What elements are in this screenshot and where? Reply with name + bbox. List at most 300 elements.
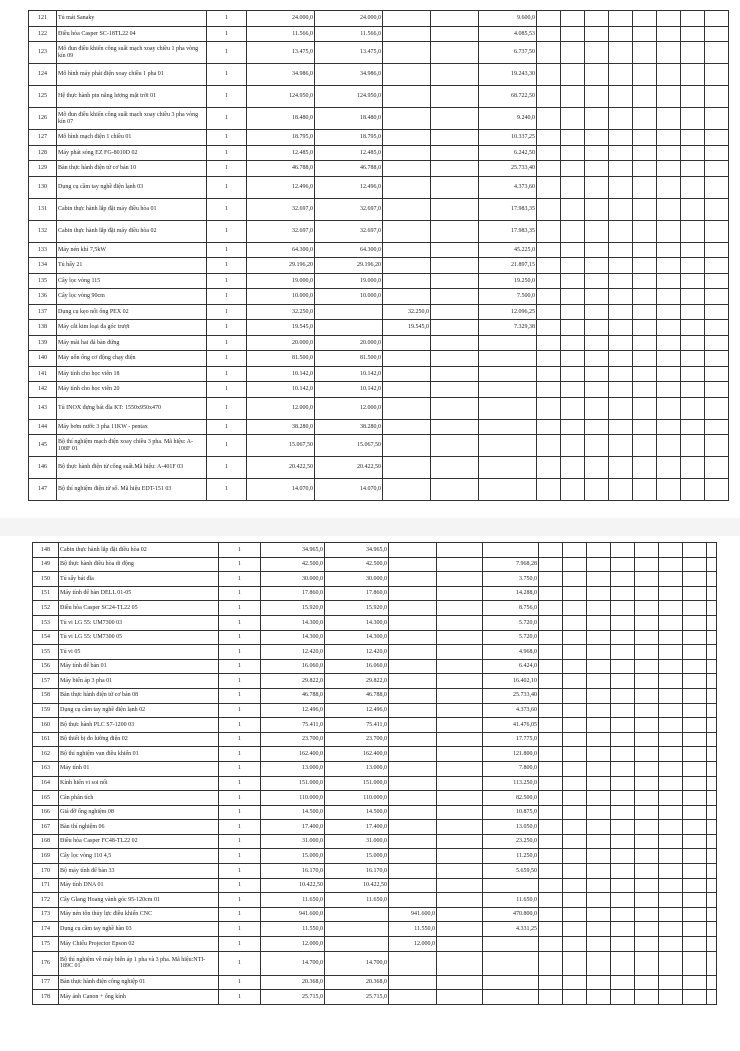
cell-qty: 1 — [207, 64, 247, 86]
cell-total: 10.142,0 — [315, 366, 383, 382]
cell-empty — [683, 659, 707, 674]
cell-empty — [681, 457, 705, 479]
cell-b — [431, 419, 479, 435]
cell-a — [383, 86, 431, 108]
cell-qty: 1 — [219, 975, 261, 990]
cell-empty — [611, 601, 635, 616]
cell-empty — [563, 849, 587, 864]
cell-c: 23.250,0 — [483, 834, 539, 849]
cell-empty — [705, 335, 729, 351]
cell-a — [383, 64, 431, 86]
cell-total: 31.000,0 — [325, 834, 389, 849]
cell-price: 17.400,0 — [261, 820, 325, 835]
cell-empty — [707, 557, 717, 572]
cell-total: 18.480,0 — [315, 108, 383, 130]
cell-price: 124.950,0 — [247, 86, 315, 108]
cell-empty — [585, 435, 609, 457]
cell-empty — [681, 479, 705, 501]
cell-c: 9.600,0 — [479, 11, 537, 27]
cell-empty — [585, 351, 609, 367]
cell-empty — [587, 557, 611, 572]
cell-empty — [633, 86, 657, 108]
cell-b — [431, 320, 479, 336]
cell-empty — [683, 615, 707, 630]
cell-total: 124.950,0 — [315, 86, 383, 108]
cell-empty — [609, 220, 633, 242]
cell-price: 32.250,0 — [247, 304, 315, 320]
cell-price: 31.000,0 — [261, 834, 325, 849]
cell-name: Tủ vi LG 55: UM7300 05 — [59, 630, 219, 645]
cell-b — [437, 572, 483, 587]
cell-empty — [681, 130, 705, 146]
cell-empty — [609, 273, 633, 289]
cell-empty — [659, 703, 683, 718]
cell-empty — [537, 64, 561, 86]
cell-empty — [635, 747, 659, 762]
cell-no: 141 — [29, 366, 57, 382]
cell-price: 110.000,0 — [261, 791, 325, 806]
table-row — [29, 108, 729, 130]
cell-name: Cabin thực hành lắp đặt điều hòa 02 — [59, 543, 219, 558]
table-row — [29, 435, 729, 457]
cell-empty — [683, 791, 707, 806]
cell-price: 30.000,0 — [261, 572, 325, 587]
cell-qty: 1 — [207, 382, 247, 398]
cell-empty — [537, 273, 561, 289]
cell-empty — [585, 382, 609, 398]
cell-empty — [707, 878, 717, 893]
cell-c: 4.331,25 — [483, 922, 539, 937]
cell-name: Cabin thực hành lắp đặt máy điều hòa 02 — [57, 220, 207, 242]
cell-c: 6.242,50 — [479, 145, 537, 161]
cell-empty — [561, 289, 585, 305]
cell-empty — [537, 479, 561, 501]
cell-empty — [681, 176, 705, 198]
cell-name: Điều hòa Casper SC-18TL22 04 — [57, 26, 207, 42]
cell-no: 147 — [29, 479, 57, 501]
cell-empty — [633, 258, 657, 274]
cell-empty — [563, 907, 587, 922]
cell-b — [431, 145, 479, 161]
cell-empty — [683, 747, 707, 762]
asset-table-page-2 — [32, 542, 717, 1005]
cell-empty — [539, 572, 563, 587]
cell-no: 161 — [33, 732, 59, 747]
cell-empty — [683, 732, 707, 747]
cell-empty — [659, 761, 683, 776]
table-row — [33, 951, 717, 975]
cell-empty — [537, 42, 561, 64]
cell-empty — [683, 951, 707, 975]
cell-qty: 1 — [219, 791, 261, 806]
cell-qty: 1 — [207, 86, 247, 108]
cell-empty — [683, 557, 707, 572]
cell-empty — [683, 937, 707, 952]
cell-c: 21.897,15 — [479, 258, 537, 274]
table-row — [29, 86, 729, 108]
cell-empty — [609, 457, 633, 479]
cell-empty — [705, 273, 729, 289]
table-row — [33, 630, 717, 645]
cell-empty — [537, 351, 561, 367]
cell-empty — [539, 849, 563, 864]
cell-empty — [681, 220, 705, 242]
cell-c: 4.373,60 — [479, 176, 537, 198]
cell-empty — [611, 937, 635, 952]
cell-total: 12.496,0 — [325, 703, 389, 718]
cell-price: 11.566,0 — [247, 26, 315, 42]
cell-empty — [705, 220, 729, 242]
cell-empty — [561, 457, 585, 479]
cell-no: 176 — [33, 951, 59, 975]
cell-empty — [539, 893, 563, 908]
cell-b — [437, 864, 483, 879]
cell-empty — [683, 820, 707, 835]
table-row — [33, 601, 717, 616]
cell-no: 126 — [29, 108, 57, 130]
cell-no: 125 — [29, 86, 57, 108]
cell-empty — [635, 849, 659, 864]
cell-total: 14.500,0 — [325, 805, 389, 820]
cell-price: 12.000,0 — [247, 397, 315, 419]
cell-empty — [539, 586, 563, 601]
cell-empty — [563, 893, 587, 908]
cell-empty — [681, 351, 705, 367]
cell-price: 32.697,0 — [247, 198, 315, 220]
cell-empty — [681, 419, 705, 435]
cell-empty — [587, 688, 611, 703]
cell-empty — [563, 951, 587, 975]
cell-total: 15.000,0 — [325, 849, 389, 864]
cell-b — [437, 849, 483, 864]
cell-b — [431, 304, 479, 320]
cell-no: 155 — [33, 645, 59, 660]
cell-empty — [633, 273, 657, 289]
cell-no: 128 — [29, 145, 57, 161]
cell-total: 151.000,0 — [325, 776, 389, 791]
cell-total: 32.697,0 — [315, 198, 383, 220]
cell-total: 24.000,0 — [315, 11, 383, 27]
cell-a: 19.545,0 — [383, 320, 431, 336]
cell-empty — [587, 703, 611, 718]
cell-a — [383, 242, 431, 258]
cell-a — [389, 543, 437, 558]
cell-qty: 1 — [219, 674, 261, 689]
cell-a — [389, 791, 437, 806]
cell-total: 32.697,0 — [315, 220, 383, 242]
cell-a — [389, 572, 437, 587]
cell-c: 121.800,0 — [483, 747, 539, 762]
cell-qty: 1 — [219, 761, 261, 776]
cell-price: 25.715,0 — [261, 990, 325, 1005]
cell-empty — [659, 586, 683, 601]
cell-qty: 1 — [219, 937, 261, 952]
cell-empty — [659, 776, 683, 791]
cell-name: Tủ vi LG 55: UM7300 03 — [59, 615, 219, 630]
cell-empty — [657, 457, 681, 479]
cell-total: 19.000,0 — [315, 273, 383, 289]
cell-b — [437, 674, 483, 689]
cell-empty — [539, 761, 563, 776]
cell-name: Máy ảnh Canon + ống kính — [59, 990, 219, 1005]
cell-empty — [585, 11, 609, 27]
cell-name: Điều hòa Casper FC48-TL22 02 — [59, 834, 219, 849]
cell-qty: 1 — [219, 543, 261, 558]
cell-empty — [611, 557, 635, 572]
cell-b — [431, 335, 479, 351]
cell-empty — [563, 922, 587, 937]
cell-price: 34.986,0 — [247, 64, 315, 86]
cell-empty — [611, 761, 635, 776]
cell-name: Bộ thí nghiệm van điều khiển 01 — [59, 747, 219, 762]
cell-a — [383, 335, 431, 351]
cell-empty — [585, 130, 609, 146]
cell-a — [389, 761, 437, 776]
cell-a — [389, 615, 437, 630]
cell-price: 12.420,0 — [261, 645, 325, 660]
cell-name: Bộ máy tính để bàn 33 — [59, 864, 219, 879]
cell-name: Tủ vi 05 — [59, 645, 219, 660]
cell-empty — [633, 435, 657, 457]
cell-a — [383, 198, 431, 220]
cell-empty — [587, 990, 611, 1005]
cell-empty — [683, 922, 707, 937]
cell-name: Máy tính cho học viên 20 — [57, 382, 207, 398]
cell-price: 20.422,50 — [247, 457, 315, 479]
cell-b — [437, 907, 483, 922]
cell-empty — [707, 951, 717, 975]
cell-total: 10.142,0 — [315, 382, 383, 398]
cell-empty — [705, 26, 729, 42]
cell-empty — [657, 351, 681, 367]
cell-qty: 1 — [207, 289, 247, 305]
cell-empty — [705, 161, 729, 177]
table-row — [33, 703, 717, 718]
cell-empty — [611, 688, 635, 703]
cell-no: 164 — [33, 776, 59, 791]
cell-total: 34.965,0 — [325, 543, 389, 558]
cell-total: 20.000,0 — [315, 335, 383, 351]
cell-c: 13.050,0 — [483, 820, 539, 835]
cell-name: Máy nén khí 7,5kW — [57, 242, 207, 258]
cell-empty — [707, 907, 717, 922]
cell-price: 162.400,0 — [261, 747, 325, 762]
cell-name: Bàn thí nghiệm 06 — [59, 820, 219, 835]
cell-empty — [539, 732, 563, 747]
cell-b — [431, 176, 479, 198]
cell-empty — [537, 145, 561, 161]
cell-empty — [585, 419, 609, 435]
cell-qty: 1 — [219, 893, 261, 908]
cell-no: 130 — [29, 176, 57, 198]
cell-empty — [707, 601, 717, 616]
cell-a — [383, 435, 431, 457]
cell-a — [389, 674, 437, 689]
cell-empty — [611, 718, 635, 733]
cell-a — [383, 273, 431, 289]
cell-empty — [609, 335, 633, 351]
cell-total: 12.485,0 — [315, 145, 383, 161]
cell-empty — [539, 630, 563, 645]
cell-empty — [537, 26, 561, 42]
cell-empty — [659, 659, 683, 674]
cell-empty — [611, 615, 635, 630]
cell-empty — [657, 435, 681, 457]
cell-c: 19.243,30 — [479, 64, 537, 86]
cell-empty — [587, 922, 611, 937]
cell-empty — [635, 718, 659, 733]
cell-total: 38.280,0 — [315, 419, 383, 435]
table-row — [33, 718, 717, 733]
cell-price: 14.500,0 — [261, 805, 325, 820]
cell-empty — [611, 834, 635, 849]
cell-b — [431, 42, 479, 64]
cell-b — [437, 805, 483, 820]
cell-a: 941.600,0 — [389, 907, 437, 922]
cell-empty — [563, 674, 587, 689]
cell-empty — [657, 220, 681, 242]
cell-no: 134 — [29, 258, 57, 274]
cell-empty — [563, 586, 587, 601]
cell-name: Dụng cụ cầm tay nghề hàn 03 — [59, 922, 219, 937]
cell-empty — [635, 791, 659, 806]
cell-empty — [611, 864, 635, 879]
cell-empty — [539, 937, 563, 952]
cell-qty: 1 — [219, 703, 261, 718]
cell-empty — [585, 198, 609, 220]
cell-qty: 1 — [207, 176, 247, 198]
cell-a — [389, 820, 437, 835]
cell-c: 113.250,0 — [483, 776, 539, 791]
cell-total: 42.500,0 — [325, 557, 389, 572]
table-row — [33, 761, 717, 776]
cell-no: 151 — [33, 586, 59, 601]
cell-empty — [609, 320, 633, 336]
cell-empty — [707, 659, 717, 674]
cell-empty — [587, 791, 611, 806]
cell-empty — [609, 161, 633, 177]
cell-price: 10.142,0 — [247, 382, 315, 398]
cell-no: 146 — [29, 457, 57, 479]
cell-empty — [633, 419, 657, 435]
table-row — [29, 258, 729, 274]
cell-empty — [707, 922, 717, 937]
cell-empty — [539, 659, 563, 674]
cell-name: Bộ thực hành điều hòa di động — [59, 557, 219, 572]
cell-empty — [537, 457, 561, 479]
cell-empty — [561, 11, 585, 27]
cell-qty: 1 — [219, 572, 261, 587]
cell-empty — [537, 335, 561, 351]
cell-empty — [539, 543, 563, 558]
cell-c: 5.720,0 — [483, 630, 539, 645]
cell-no: 160 — [33, 718, 59, 733]
cell-empty — [659, 878, 683, 893]
table-row — [29, 419, 729, 435]
table-row — [29, 198, 729, 220]
cell-b — [431, 11, 479, 27]
cell-qty: 1 — [207, 479, 247, 501]
cell-empty — [561, 435, 585, 457]
cell-qty: 1 — [219, 630, 261, 645]
cell-empty — [587, 893, 611, 908]
cell-empty — [705, 145, 729, 161]
cell-total: 34.986,0 — [315, 64, 383, 86]
cell-no: 167 — [33, 820, 59, 835]
cell-empty — [585, 176, 609, 198]
cell-empty — [635, 543, 659, 558]
cell-empty — [585, 86, 609, 108]
cell-a — [383, 258, 431, 274]
cell-qty: 1 — [219, 747, 261, 762]
cell-empty — [585, 242, 609, 258]
cell-empty — [635, 907, 659, 922]
cell-price: 64.300,0 — [247, 242, 315, 258]
cell-a — [389, 776, 437, 791]
cell-qty: 1 — [219, 990, 261, 1005]
cell-empty — [561, 64, 585, 86]
cell-b — [437, 975, 483, 990]
cell-no: 136 — [29, 289, 57, 305]
cell-price: 18.795,0 — [247, 130, 315, 146]
cell-empty — [633, 479, 657, 501]
cell-total: 46.788,0 — [325, 688, 389, 703]
cell-name: Cây lọc vòng 115 — [57, 273, 207, 289]
cell-empty — [633, 145, 657, 161]
cell-no: 138 — [29, 320, 57, 336]
cell-empty — [681, 397, 705, 419]
cell-c — [479, 457, 537, 479]
cell-b — [437, 820, 483, 835]
cell-a — [389, 659, 437, 674]
cell-c: 7.500,0 — [479, 289, 537, 305]
cell-empty — [657, 366, 681, 382]
cell-no: 137 — [29, 304, 57, 320]
cell-qty: 1 — [219, 586, 261, 601]
cell-empty — [659, 893, 683, 908]
cell-empty — [633, 108, 657, 130]
cell-empty — [561, 161, 585, 177]
cell-b — [437, 586, 483, 601]
cell-price: 19.545,0 — [247, 320, 315, 336]
cell-empty — [561, 419, 585, 435]
cell-price: 42.500,0 — [261, 557, 325, 572]
cell-empty — [635, 878, 659, 893]
cell-name: Dụng cụ cầm tay nghề điện lạnh 02 — [59, 703, 219, 718]
cell-no: 162 — [33, 747, 59, 762]
cell-empty — [539, 951, 563, 975]
cell-c — [483, 543, 539, 558]
cell-empty — [657, 382, 681, 398]
cell-no: 158 — [33, 688, 59, 703]
table-row — [33, 849, 717, 864]
cell-empty — [657, 130, 681, 146]
cell-total: 64.300,0 — [315, 242, 383, 258]
cell-empty — [539, 820, 563, 835]
cell-empty — [659, 718, 683, 733]
cell-empty — [611, 820, 635, 835]
cell-empty — [657, 176, 681, 198]
cell-b — [437, 922, 483, 937]
cell-empty — [537, 161, 561, 177]
cell-b — [431, 64, 479, 86]
cell-name: Tủ INOX đựng bát đĩa KT: 1550x950x470 — [57, 397, 207, 419]
cell-b — [431, 397, 479, 419]
cell-empty — [657, 161, 681, 177]
cell-empty — [705, 419, 729, 435]
cell-empty — [681, 242, 705, 258]
cell-empty — [659, 922, 683, 937]
